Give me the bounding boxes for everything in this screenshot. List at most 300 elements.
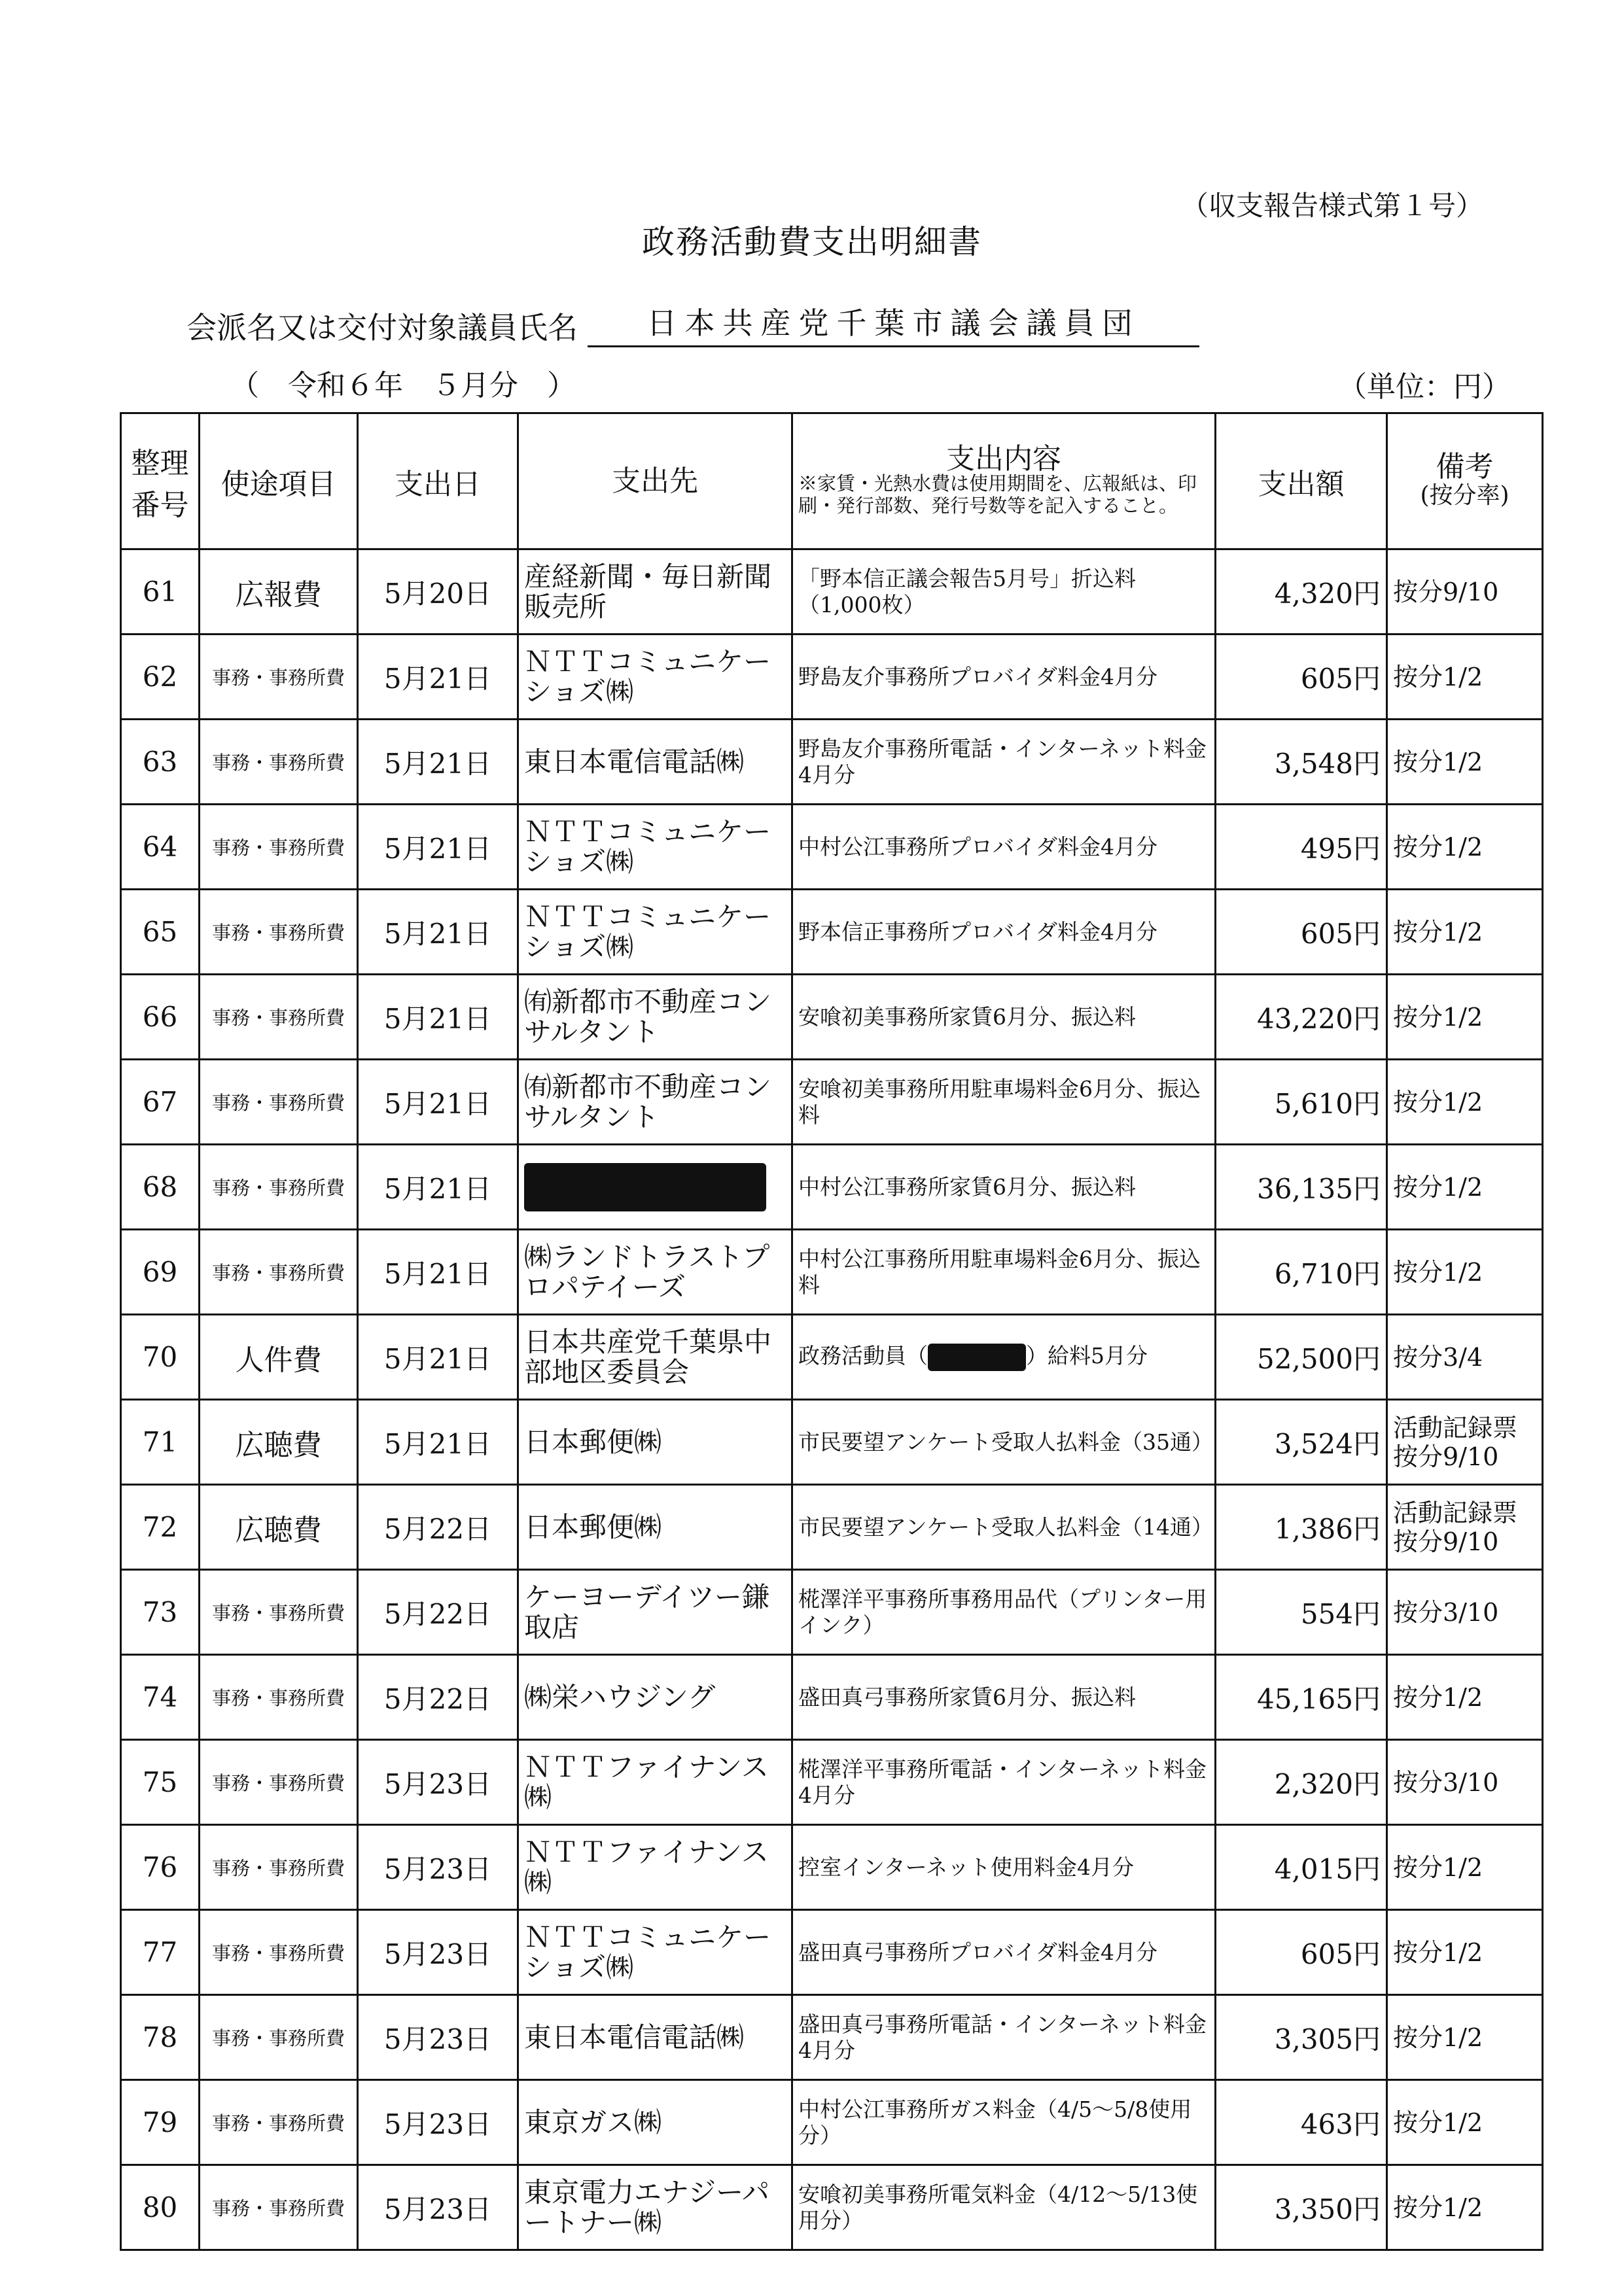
row-description-text: 中村公江事務所プロバイダ料金4月分	[798, 833, 1157, 860]
row-payee	[518, 1910, 792, 1995]
row-date-text: 5月21日	[383, 1087, 492, 1120]
row-note	[1387, 1230, 1543, 1315]
row-category	[200, 1485, 358, 1570]
row-category-text: 事務・事務所費	[211, 1857, 345, 1879]
row-note-text: 按分3/4	[1393, 1342, 1483, 1372]
row-date-text: 5月21日	[383, 1002, 492, 1035]
row-description-text: 安喰初美事務所用駐車場料金6月分、振込料	[798, 1075, 1201, 1128]
row-category-text: 事務・事務所費	[211, 1007, 345, 1029]
row-description	[792, 549, 1216, 635]
row-no-text: 62	[142, 661, 178, 693]
row-category-text: 人件費	[235, 1343, 322, 1377]
row-date-text: 5月22日	[383, 1682, 492, 1715]
table-row	[121, 720, 1543, 805]
header-date	[358, 413, 518, 549]
row-amount	[1216, 1825, 1387, 1910]
row-no-text: 65	[142, 916, 178, 948]
row-payee-text: 産経新聞・毎日新聞販売所	[524, 560, 772, 623]
row-amount	[1216, 975, 1387, 1060]
row-category-text: 事務・事務所費	[211, 2197, 345, 2219]
row-payee	[518, 1230, 792, 1315]
header-payee-label: 支出先	[612, 464, 698, 498]
row-category-text: 広聴費	[235, 1428, 322, 1462]
row-date-text: 5月23日	[383, 1852, 492, 1885]
row-date	[358, 890, 518, 975]
row-amount-text: 605円	[1300, 662, 1381, 695]
row-date	[358, 1230, 518, 1315]
row-note-text: 按分1/2	[1393, 2023, 1483, 2052]
row-amount	[1216, 890, 1387, 975]
table-row	[121, 635, 1543, 720]
row-no	[121, 1655, 200, 1740]
header-description-note: ※家賃・光熱水費は使用期間を、広報紙は、印刷・発行部数、発行号数等を記入すること。	[798, 472, 1197, 517]
header-no-label: 整理番号	[131, 446, 189, 522]
row-no	[121, 1400, 200, 1485]
row-no-text: 63	[142, 746, 178, 778]
row-description-text: 市民要望アンケート受取人払料金（14通）	[798, 1514, 1214, 1540]
row-date-text: 5月21日	[383, 832, 492, 865]
row-no	[121, 1230, 200, 1315]
row-note-text: 按分1/2	[1393, 1938, 1483, 1967]
row-date	[358, 1995, 518, 2080]
row-description-text: 野本信正事務所プロバイダ料金4月分	[798, 918, 1157, 945]
row-amount	[1216, 1995, 1387, 2080]
row-amount-text: 605円	[1300, 917, 1381, 950]
row-no	[121, 1825, 200, 1910]
row-description-text: 椛澤洋平事務所事務用品代（プリンター用インク）	[798, 1586, 1207, 1638]
row-description	[792, 1910, 1216, 1995]
row-date-text: 5月23日	[383, 2023, 492, 2055]
row-note-text: 按分1/2	[1393, 917, 1483, 947]
row-date	[358, 1145, 518, 1230]
row-payee	[518, 1995, 792, 2080]
table-row	[121, 1910, 1543, 1995]
table-row	[121, 1740, 1543, 1825]
row-note	[1387, 549, 1543, 635]
header-amount-label: 支出額	[1258, 467, 1345, 501]
table-row	[121, 1400, 1543, 1485]
row-amount-text: 2,320円	[1274, 1767, 1381, 1800]
table-row	[121, 1145, 1543, 1230]
row-category-text: 事務・事務所費	[211, 1177, 345, 1199]
row-category	[200, 890, 358, 975]
table-row	[121, 1315, 1543, 1400]
row-no-text: 74	[142, 1681, 178, 1713]
header-note-label: 備考	[1436, 449, 1494, 483]
row-category	[200, 1910, 358, 1995]
table-row	[121, 1995, 1543, 2080]
row-no-text: 64	[142, 831, 178, 863]
row-amount	[1216, 1060, 1387, 1145]
row-no-text: 75	[142, 1766, 178, 1798]
row-note-text: 按分1/2	[1393, 1172, 1483, 1202]
row-no	[121, 805, 200, 890]
row-description	[792, 1740, 1216, 1825]
table-row	[121, 1655, 1543, 1740]
row-no	[121, 720, 200, 805]
row-amount-text: 5,610円	[1274, 1087, 1381, 1120]
row-payee	[518, 890, 792, 975]
row-description-text: 控室インターネット使用料金4月分	[798, 1854, 1135, 1880]
row-description-text: 盛田真弓事務所プロバイダ料金4月分	[798, 1939, 1157, 1965]
row-date-text: 5月21日	[383, 1342, 492, 1375]
row-category	[200, 1230, 358, 1315]
row-category-text: 事務・事務所費	[211, 2112, 345, 2134]
row-amount-text: 3,524円	[1274, 1427, 1381, 1460]
row-amount-text: 3,305円	[1274, 2023, 1381, 2055]
row-category	[200, 1400, 358, 1485]
row-note-text: 按分1/2	[1393, 832, 1483, 861]
row-note	[1387, 1995, 1543, 2080]
row-category	[200, 1740, 358, 1825]
header-amount	[1216, 413, 1387, 549]
row-no	[121, 2080, 200, 2165]
row-no-text: 79	[142, 2106, 178, 2138]
header-description-label: 支出内容	[946, 442, 1061, 476]
row-amount	[1216, 1230, 1387, 1315]
row-note-text: 按分3/10	[1393, 1767, 1499, 1797]
row-description-text: 市民要望アンケート受取人払料金（35通）	[798, 1429, 1214, 1455]
header-date-label: 支出日	[395, 467, 481, 501]
row-category	[200, 1825, 358, 1910]
header-category	[200, 413, 358, 549]
row-category-text: 事務・事務所費	[211, 1602, 345, 1624]
row-description	[792, 720, 1216, 805]
row-note	[1387, 1485, 1543, 1570]
table-row	[121, 1570, 1543, 1655]
table-body	[121, 549, 1543, 2250]
row-payee-text: ケーヨーデイツー鎌取店	[524, 1580, 770, 1643]
row-note	[1387, 1910, 1543, 1995]
row-no-text: 80	[142, 2191, 178, 2223]
row-amount	[1216, 1740, 1387, 1825]
row-note-text: 按分1/2	[1393, 2108, 1483, 2137]
row-description-text: 盛田真弓事務所電話・インターネット料金4月分	[798, 2011, 1207, 2063]
row-date	[358, 1570, 518, 1655]
header-payee	[518, 413, 792, 549]
row-date	[358, 1485, 518, 1570]
party-name: 日本共産党千葉市議会議員団	[588, 300, 1199, 347]
row-description	[792, 1145, 1216, 1230]
row-amount	[1216, 1315, 1387, 1400]
row-payee-text: 日本郵便㈱	[524, 1425, 662, 1458]
row-date-text: 5月21日	[383, 1427, 492, 1460]
row-date	[358, 805, 518, 890]
row-no-text: 67	[142, 1086, 178, 1118]
table-row	[121, 890, 1543, 975]
row-note	[1387, 1825, 1543, 1910]
row-note-text: 按分1/2	[1393, 2193, 1483, 2222]
row-amount-text: 605円	[1300, 1938, 1381, 1970]
table-row	[121, 805, 1543, 890]
table-row	[121, 975, 1543, 1060]
row-amount-text: 52,500円	[1257, 1342, 1381, 1375]
row-date	[358, 1655, 518, 1740]
row-category	[200, 720, 358, 805]
row-no-text: 72	[142, 1511, 178, 1543]
row-note	[1387, 805, 1543, 890]
table-header-row	[121, 413, 1543, 549]
row-date	[358, 1400, 518, 1485]
row-note-text: 按分1/2	[1393, 1087, 1483, 1117]
row-no-text: 68	[142, 1171, 178, 1203]
row-no-text: 66	[142, 1001, 178, 1033]
row-payee	[518, 1570, 792, 1655]
table-row	[121, 1230, 1543, 1315]
row-no-text: 69	[142, 1256, 178, 1288]
row-amount	[1216, 1570, 1387, 1655]
row-payee	[518, 1655, 792, 1740]
row-payee-text: 東京ガス㈱	[524, 2106, 662, 2138]
row-payee	[518, 2165, 792, 2250]
table-row	[121, 1485, 1543, 1570]
row-date	[358, 975, 518, 1060]
row-category	[200, 805, 358, 890]
row-category	[200, 1315, 358, 1400]
header-note	[1387, 413, 1543, 549]
row-category	[200, 1655, 358, 1740]
row-description	[792, 1230, 1216, 1315]
row-date-text: 5月23日	[383, 2193, 492, 2225]
row-no	[121, 1910, 200, 1995]
row-description	[792, 890, 1216, 975]
table-row	[121, 2165, 1543, 2250]
table-row	[121, 2080, 1543, 2165]
row-payee-text: ＮＴＴコミュニケーショズ㈱	[524, 815, 771, 878]
row-note	[1387, 635, 1543, 720]
row-description-text: 野島友介事務所電話・インターネット料金4月分	[798, 735, 1207, 788]
row-category-text: 事務・事務所費	[211, 1092, 345, 1114]
row-category	[200, 635, 358, 720]
row-note-text: 活動記録票按分9/10	[1393, 1413, 1518, 1471]
row-date-text: 5月21日	[383, 747, 492, 780]
row-payee	[518, 1825, 792, 1910]
row-no	[121, 1995, 200, 2080]
row-note	[1387, 2080, 1543, 2165]
row-amount-text: 4,320円	[1274, 577, 1381, 610]
row-amount-text: 3,548円	[1274, 747, 1381, 780]
row-amount-text: 554円	[1300, 1597, 1381, 1630]
row-note	[1387, 1400, 1543, 1485]
row-no	[121, 1740, 200, 1825]
row-note-text: 按分3/10	[1393, 1597, 1499, 1627]
row-note	[1387, 1315, 1543, 1400]
row-note-text: 按分1/2	[1393, 1257, 1483, 1287]
row-amount-text: 45,165円	[1257, 1682, 1381, 1715]
row-date-text: 5月22日	[383, 1597, 492, 1630]
row-payee-text: ＮＴＴコミュニケーショズ㈱	[524, 645, 771, 708]
row-description-suffix: ）給料5月分	[1026, 1343, 1148, 1368]
row-description-text: 椛澤洋平事務所電話・インターネット料金4月分	[798, 1756, 1207, 1808]
row-amount	[1216, 2080, 1387, 2165]
row-amount-text: 463円	[1300, 2108, 1381, 2140]
row-category	[200, 1995, 358, 2080]
row-date	[358, 549, 518, 635]
row-no	[121, 1485, 200, 1570]
row-note-text: 按分1/2	[1393, 1682, 1483, 1712]
row-date	[358, 635, 518, 720]
row-note-text: 按分1/2	[1393, 662, 1483, 691]
row-no	[121, 549, 200, 635]
row-note	[1387, 1570, 1543, 1655]
row-payee	[518, 975, 792, 1060]
row-note	[1387, 975, 1543, 1060]
row-category-text: 広報費	[235, 578, 322, 612]
row-amount	[1216, 720, 1387, 805]
row-no	[121, 975, 200, 1060]
row-description-text: 野島友介事務所プロバイダ料金4月分	[798, 663, 1157, 689]
header-category-label: 使途項目	[221, 467, 336, 501]
row-category	[200, 2080, 358, 2165]
row-payee	[518, 720, 792, 805]
row-description	[792, 1400, 1216, 1485]
row-payee	[518, 549, 792, 635]
document-title: 政務活動費支出明細書	[642, 223, 982, 261]
row-description	[792, 1570, 1216, 1655]
redaction-block	[928, 1344, 1026, 1371]
row-description	[792, 975, 1216, 1060]
unit-label: （単位：円）	[1338, 370, 1511, 404]
header-no	[121, 413, 200, 549]
row-no	[121, 1315, 200, 1400]
row-payee	[518, 1485, 792, 1570]
row-description	[792, 1060, 1216, 1145]
row-payee	[518, 805, 792, 890]
row-payee-text: ㈲新都市不動産コンサルタント	[524, 1070, 772, 1133]
row-category-text: 事務・事務所費	[211, 752, 345, 774]
row-date	[358, 2165, 518, 2250]
row-payee-text: 日本郵便㈱	[524, 1510, 662, 1543]
row-payee	[518, 1740, 792, 1825]
header-note-sublabel: (按分率)	[1420, 481, 1509, 509]
row-date	[358, 1910, 518, 1995]
row-amount	[1216, 635, 1387, 720]
row-payee	[518, 1315, 792, 1400]
report-period: （ 令和６年 ５月分 ）	[230, 369, 576, 402]
row-category-text: 事務・事務所費	[211, 1942, 345, 1964]
row-description-text: 安喰初美事務所電気料金（4/12～5/13使用分）	[798, 2181, 1198, 2233]
row-date	[358, 1740, 518, 1825]
row-description-text: 中村公江事務所ガス料金（4/5～5/8使用分）	[798, 2096, 1192, 2148]
row-description	[792, 635, 1216, 720]
row-note	[1387, 2165, 1543, 2250]
row-note	[1387, 1655, 1543, 1740]
row-note	[1387, 720, 1543, 805]
row-date	[358, 1060, 518, 1145]
row-category	[200, 1145, 358, 1230]
row-description-prefix: 政務活動員（	[798, 1343, 928, 1368]
row-category	[200, 549, 358, 635]
row-note-text: 活動記録票按分9/10	[1393, 1498, 1518, 1556]
row-date-text: 5月23日	[383, 1767, 492, 1800]
row-amount-text: 6,710円	[1274, 1257, 1381, 1290]
row-date-text: 5月21日	[383, 1172, 492, 1205]
row-category-text: 事務・事務所費	[211, 1687, 345, 1709]
table-row	[121, 1825, 1543, 1910]
row-payee-text: ＮＴＴコミュニケーショズ㈱	[524, 900, 771, 963]
row-description	[792, 2080, 1216, 2165]
row-note-text: 按分1/2	[1393, 747, 1483, 776]
row-payee	[518, 1145, 792, 1230]
row-category-text: 事務・事務所費	[211, 1262, 345, 1284]
row-amount-text: 36,135円	[1257, 1172, 1381, 1205]
row-description-text: 「野本信正議会報告5月号」折込料（1,000枚）	[798, 565, 1136, 617]
row-category	[200, 1060, 358, 1145]
row-no-text: 77	[142, 1936, 178, 1968]
row-no-text: 70	[142, 1341, 178, 1373]
row-payee	[518, 635, 792, 720]
row-date	[358, 1315, 518, 1400]
row-amount-text: 1,386円	[1274, 1512, 1381, 1545]
row-description-text: 中村公江事務所用駐車場料金6月分、振込料	[798, 1245, 1201, 1298]
row-note	[1387, 1145, 1543, 1230]
row-no-text: 78	[142, 2021, 178, 2053]
row-amount-text: 3,350円	[1274, 2193, 1381, 2225]
table-row	[121, 549, 1543, 635]
row-date-text: 5月20日	[383, 577, 492, 610]
row-note	[1387, 1060, 1543, 1145]
row-date-text: 5月23日	[383, 2108, 492, 2140]
row-payee-text: ＮＴＴコミュニケーショズ㈱	[524, 1921, 771, 1983]
row-date-text: 5月21日	[383, 662, 492, 695]
row-payee-text: ＮＴＴファイナンス㈱	[524, 1835, 769, 1898]
row-amount	[1216, 549, 1387, 635]
row-category	[200, 2165, 358, 2250]
row-date-text: 5月21日	[383, 917, 492, 950]
row-description-text: 安喰初美事務所家賃6月分、振込料	[798, 1003, 1136, 1030]
row-no	[121, 2165, 200, 2250]
row-amount	[1216, 1655, 1387, 1740]
row-payee-text: ㈱栄ハウジング	[524, 1680, 716, 1713]
header-description	[792, 413, 1216, 549]
row-no	[121, 635, 200, 720]
row-amount-text: 4,015円	[1274, 1852, 1381, 1885]
row-amount	[1216, 1400, 1387, 1485]
row-amount	[1216, 2165, 1387, 2250]
row-amount	[1216, 1485, 1387, 1570]
row-description	[792, 805, 1216, 890]
party-label: 会派名又は交付対象議員氏名	[186, 310, 578, 345]
row-no	[121, 1570, 200, 1655]
row-payee-text: 東京電力エナジーパートナー㈱	[524, 2176, 770, 2238]
row-note-text: 按分1/2	[1393, 1852, 1483, 1882]
row-date	[358, 1825, 518, 1910]
row-amount	[1216, 805, 1387, 890]
row-no	[121, 1145, 200, 1230]
row-description	[792, 1485, 1216, 1570]
row-description	[792, 2165, 1216, 2250]
row-date	[358, 720, 518, 805]
row-category-text: 広聴費	[235, 1513, 322, 1547]
row-note-text: 按分9/10	[1393, 577, 1499, 606]
row-amount	[1216, 1145, 1387, 1230]
form-number: （収支報告様式第１号）	[1181, 190, 1484, 222]
row-category-text: 事務・事務所費	[211, 667, 345, 689]
row-note-text: 按分1/2	[1393, 1002, 1483, 1032]
row-amount	[1216, 1910, 1387, 1995]
redaction-block	[524, 1163, 766, 1211]
row-description	[792, 1995, 1216, 2080]
row-category	[200, 975, 358, 1060]
row-date-text: 5月23日	[383, 1938, 492, 1970]
row-date-text: 5月22日	[383, 1512, 492, 1545]
row-payee	[518, 1060, 792, 1145]
row-no-text: 61	[142, 576, 178, 608]
row-no	[121, 1060, 200, 1145]
row-payee-text: 東日本電信電話㈱	[524, 2021, 745, 2053]
row-description	[792, 1655, 1216, 1740]
row-description-text: 中村公江事務所家賃6月分、振込料	[798, 1174, 1136, 1200]
